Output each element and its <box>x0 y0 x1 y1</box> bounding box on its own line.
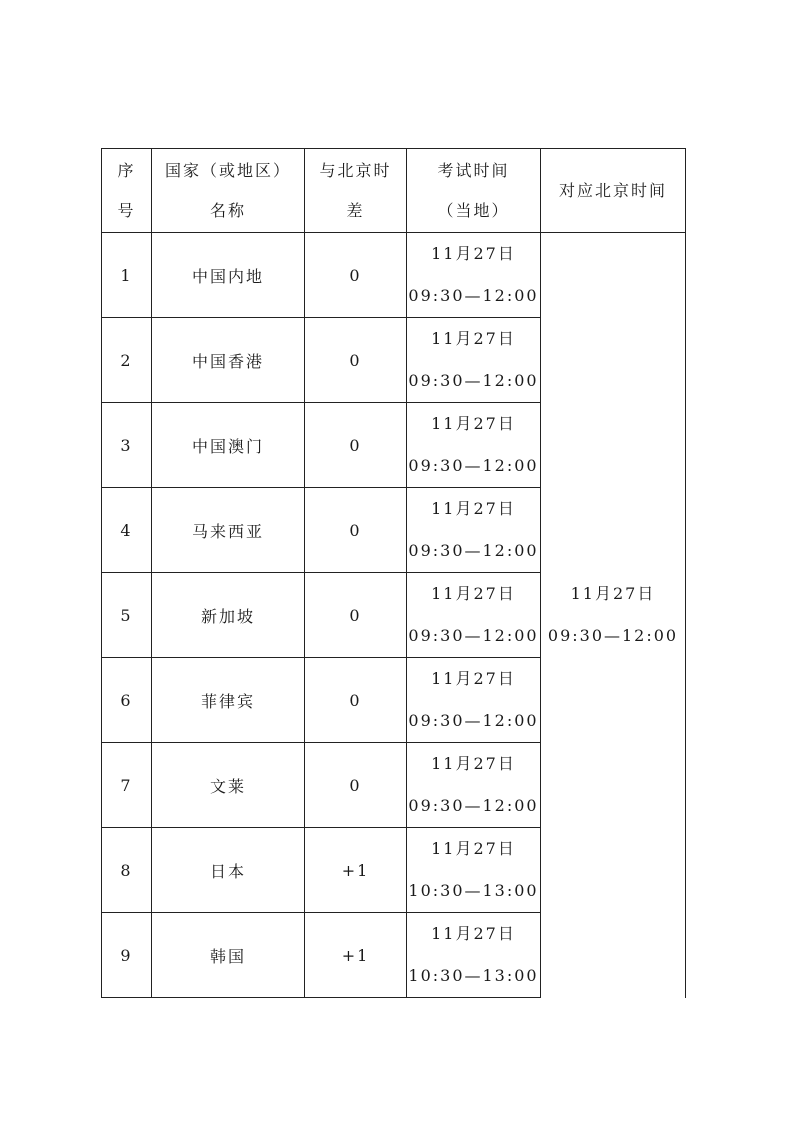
row-name: 新加坡 <box>152 573 305 658</box>
beijing-time-cell <box>541 233 686 998</box>
row-seq: 6 <box>102 658 152 743</box>
row-seq: 9 <box>102 913 152 998</box>
row-name: 中国香港 <box>152 318 305 403</box>
row-name: 马来西亚 <box>152 488 305 573</box>
row-seq: 1 <box>102 233 152 318</box>
row-local-time: 11月27日 09:30—12:00 <box>407 233 541 318</box>
row-local-time: 11月27日 09:30—12:00 <box>407 573 541 658</box>
row-local-time: 11月27日 09:30—12:00 <box>407 403 541 488</box>
row-diff: 0 <box>305 233 407 318</box>
row-diff: 0 <box>305 743 407 828</box>
row-diff: 0 <box>305 318 407 403</box>
header-local-time: 考试时间（当地） <box>407 149 541 233</box>
header-beijing-time: 对应北京时间 <box>541 149 686 233</box>
row-diff: 0 <box>305 403 407 488</box>
row-seq: 5 <box>102 573 152 658</box>
row-local-time: 11月27日 09:30—12:00 <box>407 743 541 828</box>
row-seq: 8 <box>102 828 152 913</box>
header-name: 国家（或地区）名称 <box>152 149 305 233</box>
row-local-time: 11月27日 09:30—12:00 <box>407 318 541 403</box>
beijing-date: 11月27日 <box>570 584 656 604</box>
row-local-time: 11月27日 09:30—12:00 <box>407 658 541 743</box>
beijing-time: 09:30—12:00 <box>547 626 679 646</box>
row-diff: +1 <box>305 828 407 913</box>
row-diff: +1 <box>305 913 407 998</box>
header-seq: 序号 <box>102 149 152 233</box>
row-seq: 7 <box>102 743 152 828</box>
row-diff: 0 <box>305 488 407 573</box>
row-name: 中国澳门 <box>152 403 305 488</box>
row-local-time: 11月27日 10:30—13:00 <box>407 913 541 998</box>
row-local-time: 11月27日 09:30—12:00 <box>407 488 541 573</box>
header-diff: 与北京时差 <box>305 149 407 233</box>
row-local-time: 11月27日 10:30—13:00 <box>407 828 541 913</box>
row-seq: 4 <box>102 488 152 573</box>
row-seq: 2 <box>102 318 152 403</box>
header-row <box>102 149 686 233</box>
row-name: 文莱 <box>152 743 305 828</box>
row-name: 韩国 <box>152 913 305 998</box>
exam-time-table <box>101 148 686 998</box>
row-name: 中国内地 <box>152 233 305 318</box>
row-seq: 3 <box>102 403 152 488</box>
row-name: 菲律宾 <box>152 658 305 743</box>
row-name: 日本 <box>152 828 305 913</box>
row-diff: 0 <box>305 658 407 743</box>
table-row <box>102 233 686 318</box>
row-diff: 0 <box>305 573 407 658</box>
